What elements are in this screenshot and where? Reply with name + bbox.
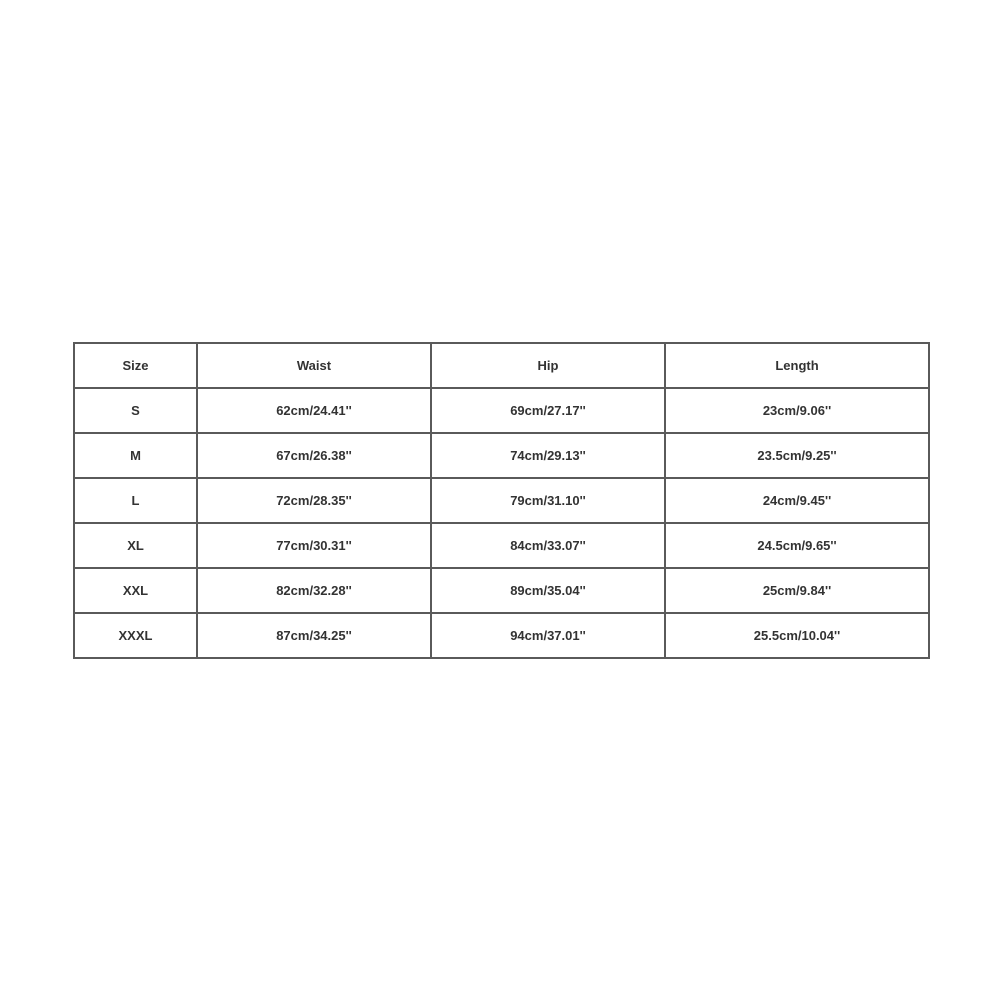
- cell-hip: 69cm/27.17'': [431, 388, 665, 433]
- cell-size: L: [74, 478, 197, 523]
- table-row: [74, 478, 929, 523]
- header-length: Length: [665, 343, 929, 388]
- table-row: [74, 433, 929, 478]
- cell-length: 24.5cm/9.65'': [665, 523, 929, 568]
- cell-size: M: [74, 433, 197, 478]
- cell-waist: 67cm/26.38'': [197, 433, 431, 478]
- cell-size: XXXL: [74, 613, 197, 658]
- cell-waist: 62cm/24.41'': [197, 388, 431, 433]
- cell-size: S: [74, 388, 197, 433]
- cell-waist: 72cm/28.35'': [197, 478, 431, 523]
- cell-waist: 87cm/34.25'': [197, 613, 431, 658]
- cell-length: 24cm/9.45'': [665, 478, 929, 523]
- header-size: Size: [74, 343, 197, 388]
- cell-hip: 79cm/31.10'': [431, 478, 665, 523]
- cell-hip: 89cm/35.04'': [431, 568, 665, 613]
- header-hip: Hip: [431, 343, 665, 388]
- cell-length: 23cm/9.06'': [665, 388, 929, 433]
- cell-length: 25cm/9.84'': [665, 568, 929, 613]
- cell-hip: 84cm/33.07'': [431, 523, 665, 568]
- table-row: [74, 568, 929, 613]
- cell-waist: 77cm/30.31'': [197, 523, 431, 568]
- cell-size: XXL: [74, 568, 197, 613]
- header-row: [74, 343, 929, 388]
- table-row: [74, 388, 929, 433]
- table-row: [74, 523, 929, 568]
- cell-length: 23.5cm/9.25'': [665, 433, 929, 478]
- cell-hip: 94cm/37.01'': [431, 613, 665, 658]
- cell-waist: 82cm/32.28'': [197, 568, 431, 613]
- cell-hip: 74cm/29.13'': [431, 433, 665, 478]
- cell-size: XL: [74, 523, 197, 568]
- size-chart-table: [73, 342, 930, 659]
- cell-length: 25.5cm/10.04'': [665, 613, 929, 658]
- table-row: [74, 613, 929, 658]
- header-waist: Waist: [197, 343, 431, 388]
